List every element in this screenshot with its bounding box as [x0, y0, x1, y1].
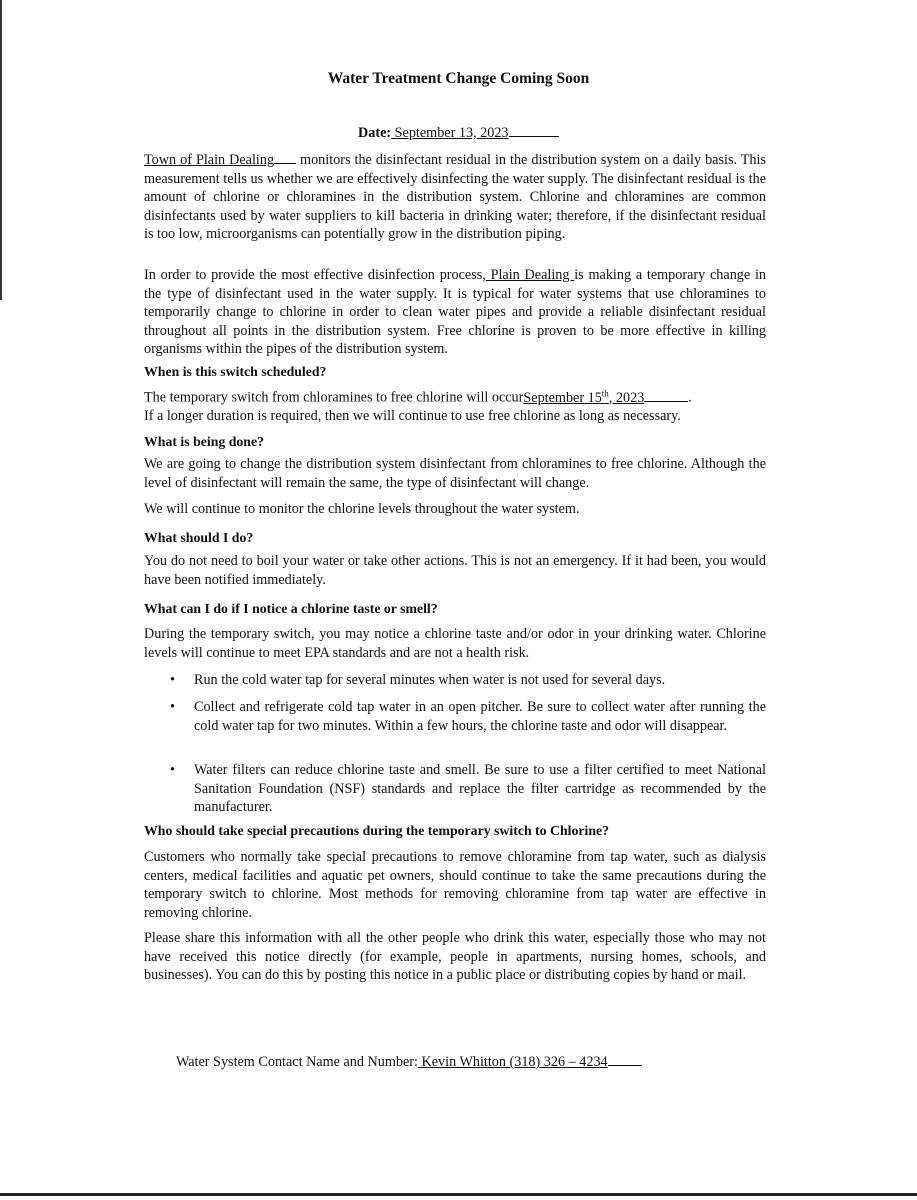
schedule-date-sup: th — [601, 388, 609, 398]
process-pre: In order to provide the most effective disinfection process, — [144, 267, 486, 283]
intro-text: monitors the disinfectant residual in the distribution system on a daily basis. This measurement tells us whether we are effectively disinfecting the water supply. The disinfectant residual is the amount of chlorine or chloramines in the distribution system. Chlorine and chloramines are common disinfectants used by water suppliers to kill bacteria in drinking water; therefore, if the disinfectant residual is too low, microorganisms can potentially grow in the distribution piping. — [144, 152, 766, 242]
taste-bullet-1 — [170, 671, 766, 690]
precautions-heading: Who should take special precautions during the temporary switch to Chlorine? — [144, 823, 610, 838]
schedule-pre: The temporary switch from chloramines to free chlorine will occur — [144, 389, 524, 406]
intro-paragraph — [144, 150, 766, 244]
done-heading: What is being done? — [144, 434, 264, 449]
should-paragraph: You do not need to boil your water or take other actions. This is not an emergency. If it had been, you would have been notified immediately. — [144, 553, 766, 588]
taste-paragraph: During the temporary switch, you may notice a chlorine taste and/or odor in your drinking water. Chlorine levels will continue to meet EPA standards and are not a health risk. — [144, 626, 766, 661]
date-blank — [509, 123, 559, 137]
document-title: Water Treatment Change Coming Soon — [327, 70, 590, 87]
town-name: Town of Plain Dealing — [144, 152, 275, 168]
taste-heading: What can I do if I notice a chlorine taste or smell? — [144, 601, 438, 616]
process-post: is making a temporary change in the type of disinfectant used in the water supply. It is typical for water systems that use chloramines to temporarily change to chlorine in order to clean water pipes and provide a reliable disinfectant residual throughout all points in the distribution system. Free chlorine is proven to be more effective in killing organisms within the pipes of the distribution system. — [144, 267, 766, 357]
process-name: Plain Dealing — [485, 267, 575, 283]
schedule-blank — [644, 388, 688, 402]
scan-edge-bottom — [0, 1193, 917, 1196]
bullet-dot: • — [170, 762, 175, 778]
schedule-date — [523, 390, 644, 406]
schedule-year: , 2023 — [608, 389, 645, 406]
contact-value: Kevin Whitton (318) 326 – 4234 — [417, 1054, 608, 1070]
bullet-text: Collect and refrigerate cold tap water in an open pitcher. Be sure to collect water after running the cold water tap for two minutes. Within a few hours, the chlorine taste and odor will disappear. — [194, 699, 766, 734]
process-paragraph — [144, 266, 766, 359]
contact-blank — [608, 1052, 642, 1066]
schedule-heading: When is this switch scheduled? — [144, 364, 327, 379]
done-paragraph-2: We will continue to monitor the chlorine levels throughout the water system. — [144, 501, 580, 517]
contact-label: Water System Contact Name and Number: — [176, 1054, 418, 1070]
bullet-dot: • — [170, 699, 175, 715]
date-line — [358, 123, 559, 142]
schedule-line2: If a longer duration is required, then we will continue to use free chlorine as long as necessary. — [144, 408, 681, 425]
town-blank — [274, 150, 296, 164]
date-label: Date: — [358, 125, 392, 141]
date-value: September 13, 2023 — [391, 125, 509, 141]
scan-edge-left — [0, 0, 2, 300]
contact-line — [176, 1052, 642, 1071]
should-heading: What should I do? — [144, 530, 254, 545]
bullet-text: Run the cold water tap for several minutes when water is not used for several days. — [194, 672, 666, 688]
bullet-text: Water filters can reduce chlorine taste and smell. Be sure to use a filter certified to meet National Sanitation Foundation (NSF) standards and replace the filter cartridge as recommended by the manufacturer. — [194, 762, 766, 815]
schedule-date-text: September 15 — [523, 389, 602, 406]
schedule-paragraph — [144, 384, 766, 426]
precautions-paragraph-1: Customers who normally take special precautions to remove chloramine from tap water, such as dialysis centers, medical facilities and aquatic pet owners, should continue to take the same precautions during the temporary switch to chlorine. Most methods for removing chloramine from tap water are effective in removing chlorine. — [144, 849, 766, 921]
bullet-dot: • — [170, 672, 175, 688]
taste-bullet-2 — [170, 698, 766, 735]
schedule-end: . — [688, 389, 692, 406]
taste-bullet-3 — [170, 761, 766, 817]
done-paragraph-1: We are going to change the distribution system disinfectant from chloramines to free chlorine. Although the level of disinfectant will remain the same, the type of disinfectant will change. — [144, 456, 766, 491]
precautions-paragraph-2: Please share this information with all the other people who drink this water, especially those who may not have received this notice directly (for example, people in apartments, nursing homes, schools, and businesses). You can do this by posting this notice in a public place or distributing copies by hand or mail. — [144, 930, 766, 983]
